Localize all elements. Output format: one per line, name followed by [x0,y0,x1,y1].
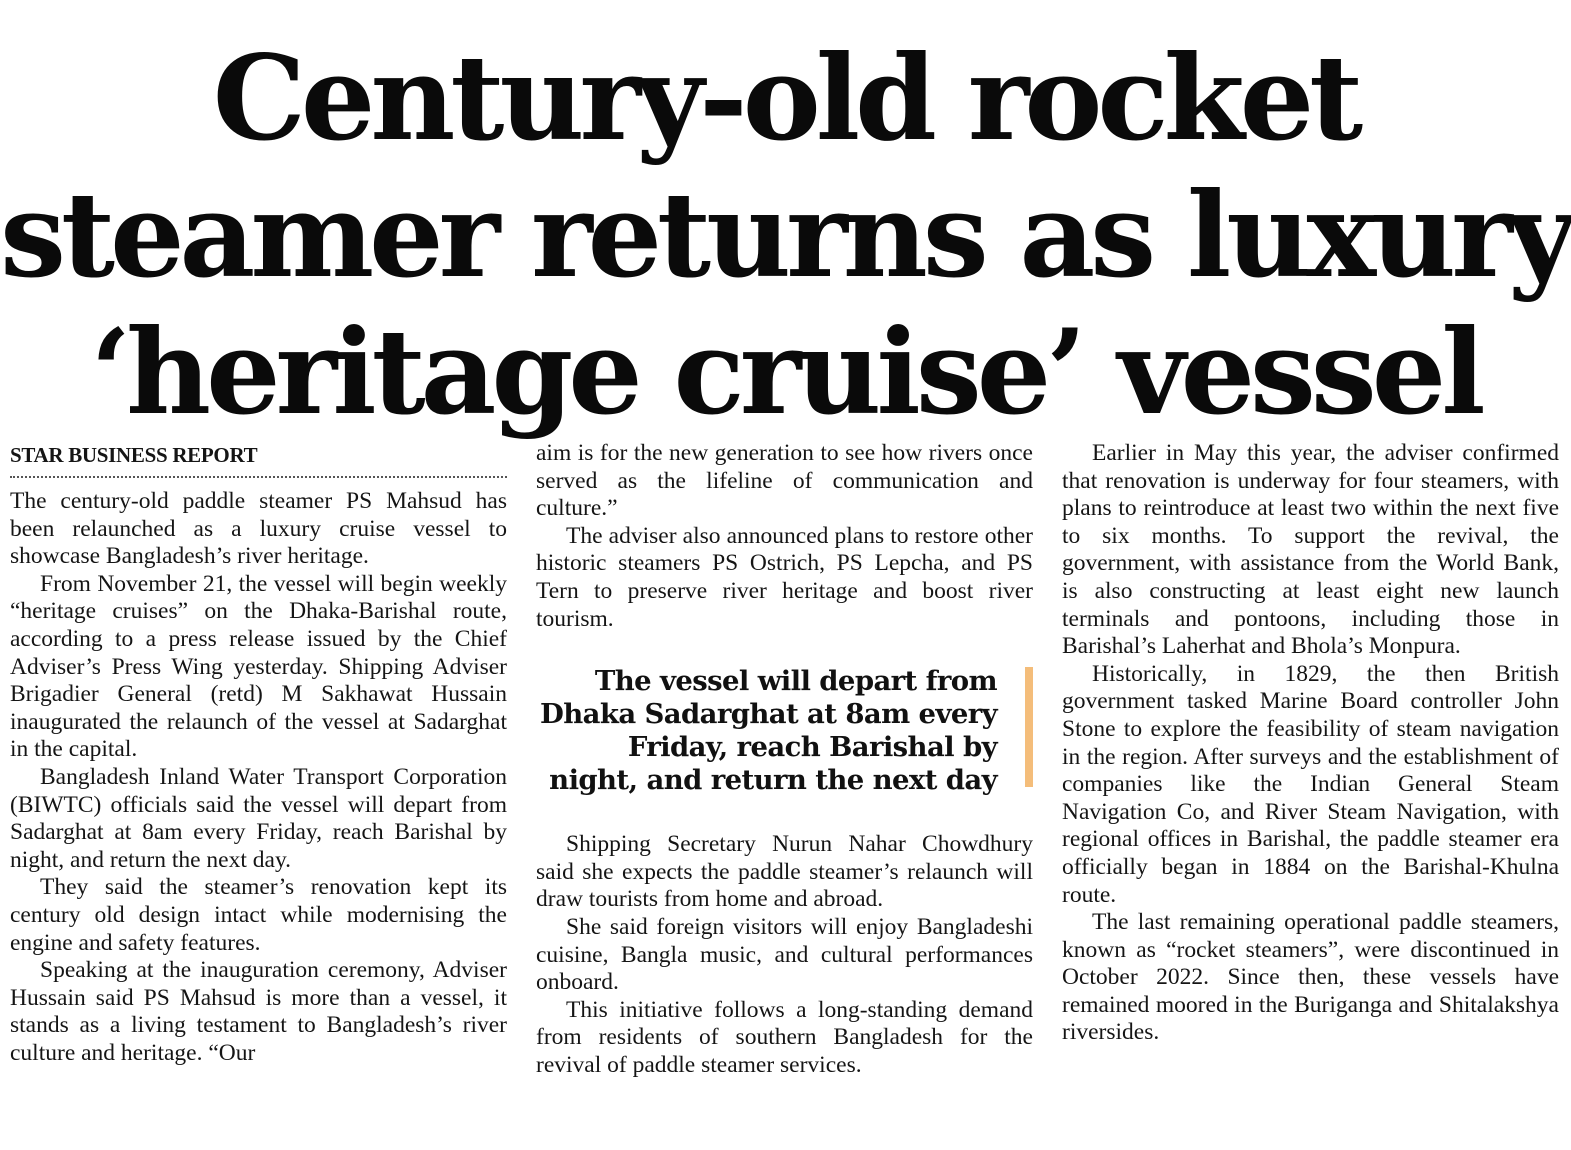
pull-quote-text: The vessel will depart from Dhaka Sadarghat at 8am every Friday, reach Barishal by night, and return the next day [540,665,997,797]
paragraph: This initiative follows a long-standing demand from residents of southern Bangladesh for the revival of paddle steamer services. [536,996,1033,1078]
headline-line-2: steamer returns as luxury [0,166,1571,304]
paragraph: She said foreign visitors will enjoy Bangladeshi cuisine, Bangla music, and cultural performances onboard. [536,913,1033,996]
paragraph: aim is for the new generation to see how rivers once served as the lifeline of communication and culture.” [536,440,1033,522]
paragraph: The century-old paddle steamer PS Mahsud has been relaunched as a luxury cruise vessel to showcase Bangladesh’s river heritage. [10,488,507,570]
pull-quote [536,665,1033,797]
paragraph: Shipping Secretary Nurun Nahar Chowdhury said she expects the paddle steamer’s relaunch will draw tourists from home and abroad. [536,831,1033,913]
paragraph: Bangladesh Inland Water Transport Corporation (BIWTC) officials said the vessel will depart from Sadarghat at 8am every Friday, reach Barishal by night, and return the next day. [10,763,507,873]
paragraph: The last remaining operational paddle steamers, known as “rocket steamers”, were discontinued in October 2022. Since then, these vessels have remained moored in the Buriganga and Shitalakshya riversides. [1062,909,1559,1046]
headline [0,30,1571,441]
paragraph: Historically, in 1829, the then British government tasked Marine Board controller John Stone to explore the feasibility of steam navigation in the region. After surveys and the establishment of companies like the Indian General Steam Navigation Co, and River Steam Navigation, with regional offices in Barishal, the paddle steamer era officially began in 1884 on the Barishal-Khulna route. [1062,660,1559,908]
paragraph: They said the steamer’s renovation kept its century old design intact while modernising the engine and safety features. [10,874,507,956]
article-column-1 [10,440,507,1067]
article-column-2 [536,440,1033,1080]
pull-quote-accent-bar [1025,667,1033,787]
article-column-3 [1062,440,1559,1047]
byline: STAR BUSINESS REPORT [10,440,507,478]
paragraph: Speaking at the inauguration ceremony, Adviser Hussain said PS Mahsud is more than a vessel, it stands as a living testament to Bangladesh’s river culture and heritage. “Our [10,957,507,1066]
paragraph: From November 21, the vessel will begin weekly “heritage cruises” on the Dhaka-Barishal route, according to a press release issued by the Chief Adviser’s Press Wing yesterday. Shipping Adviser Brigadier General (retd) M Sakhawat Hussain inaugurated the relaunch of the vessel at Sadarghat in the capital. [10,570,507,763]
paragraph: Earlier in May this year, the adviser confirmed that renovation is underway for four steamers, with plans to reintroduce at least two within the next five to six months. To support the revival, the government, with assistance from the World Bank, is also constructing at least eight new launch terminals and pontoons, including those in Barishal’s Laherhat and Bhola’s Monpura. [1062,440,1559,660]
headline-line-1: Century-old rocket [212,29,1359,167]
paragraph: The adviser also announced plans to restore other historic steamers PS Ostrich, PS Lepcha, and PS Tern to preserve river heritage and boost river tourism. [536,522,1033,632]
headline-line-3: ‘heritage cruise’ vessel [90,303,1481,441]
